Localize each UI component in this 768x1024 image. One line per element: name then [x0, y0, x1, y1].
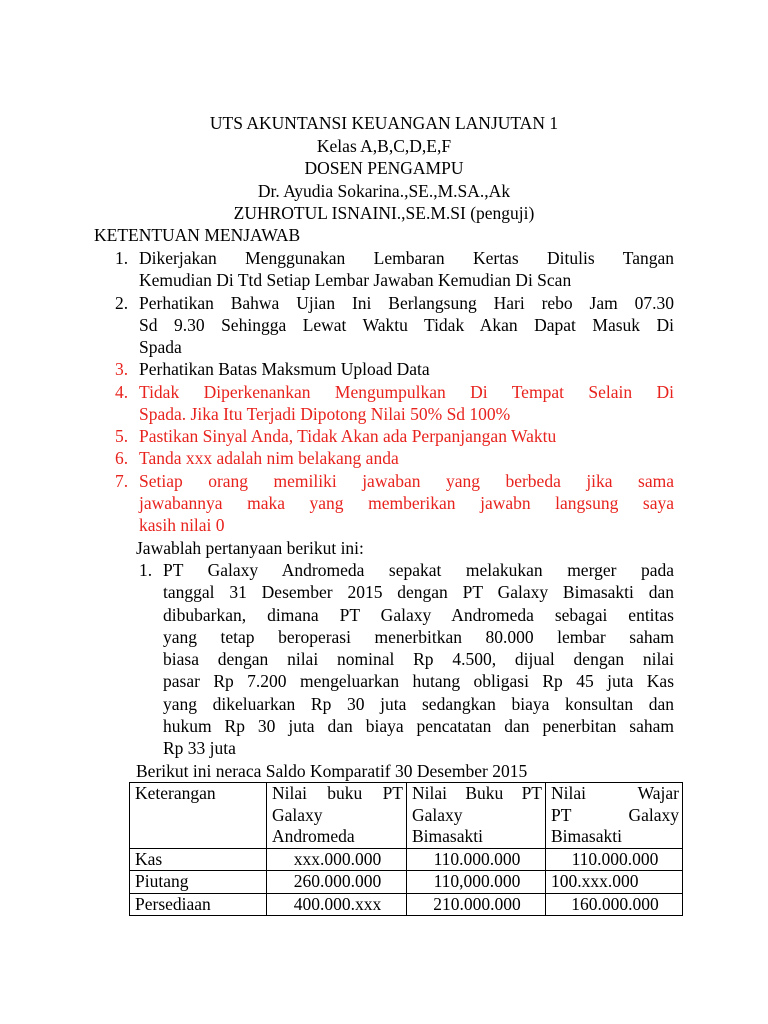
question-line: PT Galaxy Andromeda sepakat melakukan merger pada: [163, 560, 674, 580]
question-line: hukum Rp 30 juta dan biaya pencatatan dan penerbitan saham: [163, 716, 674, 736]
rule-number: 2.: [115, 293, 129, 313]
table-cell: 210.000.000: [407, 893, 546, 916]
rule-number: 1.: [115, 248, 129, 268]
question-line: Rp 33 juta: [163, 738, 236, 758]
table-cell: Persediaan: [130, 893, 267, 916]
table-cell: 110.000.000: [546, 848, 683, 871]
exam-title: UTS AKUNTANSI KEUANGAN LANJUTAN 1: [209, 113, 559, 133]
table-cell: xxx.000.000: [267, 848, 407, 871]
question-line: yang dikeluarkan Rp 30 juta sedangkan biaya konsultan dan: [163, 694, 674, 714]
rule-line: Kemudian Di Ttd Setiap Lembar Jawaban Kemudian Di Scan: [139, 270, 572, 290]
question-line: biasa dengan nilai nominal Rp 4.500, dijual dengan nilai: [163, 649, 674, 669]
rule-line: kasih nilai 0: [139, 515, 225, 535]
rule-line: jawabannya maka yang memberikan jawabn langsung saya: [139, 493, 674, 513]
rule-line: Dikerjakan Menggunakan Lembaran Kertas Ditulis Tangan: [139, 248, 674, 268]
rule-line: Setiap orang memiliki jawaban yang berbeda jika sama: [139, 471, 674, 491]
table-cell: Piutang: [130, 871, 267, 894]
table-cell: 110.000.000: [407, 848, 546, 871]
lecturer-name-2: ZUHROTUL ISNAINI.,SE.M.SI (penguji): [233, 203, 535, 223]
rule-number: 7.: [115, 471, 129, 491]
question-number: 1.: [139, 560, 153, 580]
rules-heading: KETENTUAN MENJAWAB: [94, 225, 301, 245]
header-cell-bimasakti-fair: Nilai Wajar PT Galaxy Bimasakti: [546, 783, 683, 849]
rule-line: Tidak Diperkenankan Mengumpulkan Di Tempat Selain Di: [139, 382, 674, 402]
table-cell: 400.000.xxx: [267, 893, 407, 916]
question-line: tanggal 31 Desember 2015 dengan PT Galaxy Bimasakti dan: [163, 582, 674, 602]
lecturer-label: DOSEN PENGAMPU: [304, 158, 464, 178]
rule-line: Pastikan Sinyal Anda, Tidak Akan ada Perpanjangan Waktu: [139, 426, 557, 446]
rule-number: 4.: [115, 382, 129, 402]
rule-line: Tanda xxx adalah nim belakang anda: [139, 448, 399, 468]
table-header-row: [130, 783, 683, 849]
table-row: [130, 893, 683, 916]
table-cell: 100.xxx.000: [546, 871, 683, 894]
rule-number: 6.: [115, 448, 129, 468]
question-line: pasar Rp 7.200 mengeluarkan hutang obligasi Rp 45 juta Kas: [163, 671, 674, 691]
question-line: dibubarkan, dimana PT Galaxy Andromeda sebagai entitas: [163, 605, 674, 625]
rule-line: Spada: [139, 337, 182, 357]
rule-line: Perhatikan Batas Maksmum Upload Data: [139, 359, 430, 379]
header-cell-andromeda-book: Nilai buku PT Galaxy Andromeda: [267, 783, 407, 849]
lecturer-name-1: Dr. Ayudia Sokarina.,SE.,M.SA.,Ak: [257, 181, 511, 201]
table-cell: Kas: [130, 848, 267, 871]
table-row: [130, 871, 683, 894]
question-line: yang tetap beroperasi menerbitkan 80.000 lembar saham: [163, 627, 674, 647]
rule-line: Perhatikan Bahwa Ujian Ini Berlangsung Hari rebo Jam 07.30: [139, 293, 674, 313]
table-caption: Berikut ini neraca Saldo Komparatif 30 Desember 2015: [136, 761, 528, 781]
questions-intro: Jawablah pertanyaan berikut ini:: [136, 538, 364, 558]
class-list: Kelas A,B,C,D,E,F: [316, 136, 452, 156]
rule-line: Sd 9.30 Sehingga Lewat Waktu Tidak Akan Dapat Masuk Di: [139, 315, 674, 335]
rule-number: 3.: [115, 359, 129, 379]
table-cell: 110,000.000: [407, 871, 546, 894]
table-cell: 260.000.000: [267, 871, 407, 894]
table-row: [130, 848, 683, 871]
header-cell-bimasakti-book: Nilai Buku PT Galaxy Bimasakti: [407, 783, 546, 849]
rule-number: 5.: [115, 426, 129, 446]
rule-line: Spada. Jika Itu Terjadi Dipotong Nilai 50% Sd 100%: [139, 404, 511, 424]
header-cell-keterangan: Keterangan: [130, 783, 267, 849]
table-cell: 160.000.000: [546, 893, 683, 916]
balance-table: [129, 782, 683, 916]
